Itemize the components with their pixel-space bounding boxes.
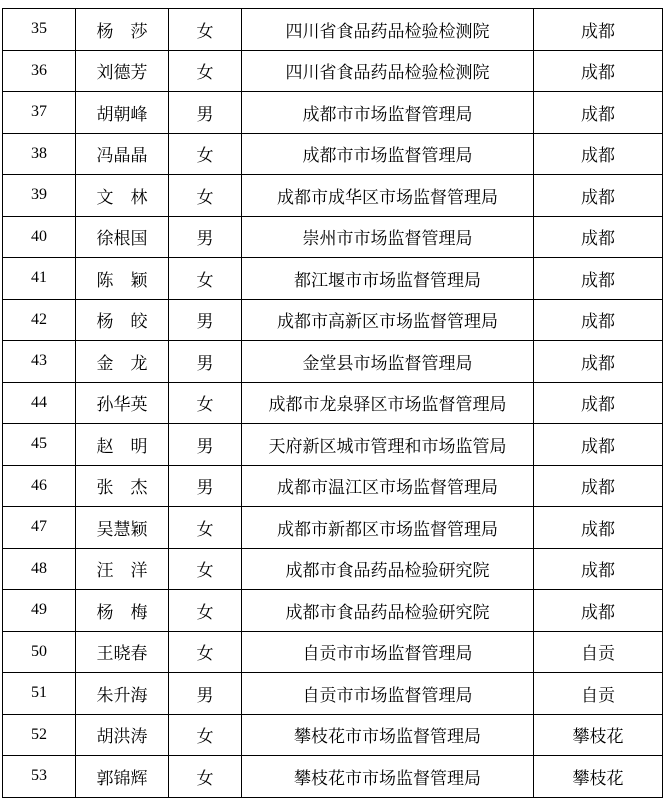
cell-gender: 男 xyxy=(169,465,242,507)
cell-city: 成都 xyxy=(534,299,663,341)
cell-name: 郭锦辉 xyxy=(76,756,169,798)
cell-organization: 成都市龙泉驿区市场监督管理局 xyxy=(242,382,534,424)
table-row xyxy=(3,175,663,217)
table-row xyxy=(3,258,663,300)
cell-organization: 成都市市场监督管理局 xyxy=(242,133,534,175)
cell-organization: 攀枝花市市场监督管理局 xyxy=(242,756,534,798)
cell-number: 53 xyxy=(3,756,76,798)
table-row xyxy=(3,341,663,383)
cell-name: 赵 明 xyxy=(76,424,169,466)
cell-number: 36 xyxy=(3,50,76,92)
table-row xyxy=(3,673,663,715)
table-row xyxy=(3,714,663,756)
cell-name: 王晓春 xyxy=(76,631,169,673)
table-row xyxy=(3,382,663,424)
cell-city: 自贡 xyxy=(534,673,663,715)
cell-organization: 都江堰市市场监督管理局 xyxy=(242,258,534,300)
cell-city: 成都 xyxy=(534,590,663,632)
cell-gender: 女 xyxy=(169,175,242,217)
table-row xyxy=(3,216,663,258)
cell-name: 张 杰 xyxy=(76,465,169,507)
table-row xyxy=(3,548,663,590)
cell-city: 自贡 xyxy=(534,631,663,673)
cell-organization: 成都市成华区市场监督管理局 xyxy=(242,175,534,217)
cell-organization: 攀枝花市市场监督管理局 xyxy=(242,714,534,756)
table-row xyxy=(3,590,663,632)
cell-number: 38 xyxy=(3,133,76,175)
cell-gender: 男 xyxy=(169,92,242,134)
cell-name: 杨 莎 xyxy=(76,9,169,51)
cell-city: 成都 xyxy=(534,9,663,51)
cell-city: 成都 xyxy=(534,258,663,300)
cell-number: 52 xyxy=(3,714,76,756)
cell-name: 陈 颖 xyxy=(76,258,169,300)
cell-name: 杨 梅 xyxy=(76,590,169,632)
cell-gender: 女 xyxy=(169,507,242,549)
cell-number: 49 xyxy=(3,590,76,632)
cell-gender: 男 xyxy=(169,341,242,383)
cell-city: 攀枝花 xyxy=(534,756,663,798)
cell-gender: 女 xyxy=(169,714,242,756)
cell-gender: 男 xyxy=(169,673,242,715)
cell-city: 攀枝花 xyxy=(534,714,663,756)
cell-gender: 女 xyxy=(169,133,242,175)
cell-number: 44 xyxy=(3,382,76,424)
cell-organization: 四川省食品药品检验检测院 xyxy=(242,9,534,51)
cell-gender: 男 xyxy=(169,216,242,258)
cell-name: 胡朝峰 xyxy=(76,92,169,134)
cell-name: 孙华英 xyxy=(76,382,169,424)
cell-organization: 金堂县市场监督管理局 xyxy=(242,341,534,383)
cell-number: 39 xyxy=(3,175,76,217)
cell-organization: 成都市新都区市场监督管理局 xyxy=(242,507,534,549)
cell-number: 43 xyxy=(3,341,76,383)
cell-city: 成都 xyxy=(534,548,663,590)
cell-city: 成都 xyxy=(534,382,663,424)
cell-name: 冯晶晶 xyxy=(76,133,169,175)
cell-gender: 女 xyxy=(169,50,242,92)
cell-gender: 女 xyxy=(169,590,242,632)
table-row xyxy=(3,9,663,51)
cell-name: 金 龙 xyxy=(76,341,169,383)
cell-city: 成都 xyxy=(534,133,663,175)
cell-number: 40 xyxy=(3,216,76,258)
cell-name: 刘德芳 xyxy=(76,50,169,92)
cell-organization: 成都市温江区市场监督管理局 xyxy=(242,465,534,507)
cell-gender: 男 xyxy=(169,424,242,466)
cell-city: 成都 xyxy=(534,175,663,217)
cell-organization: 成都市食品药品检验研究院 xyxy=(242,548,534,590)
cell-gender: 女 xyxy=(169,258,242,300)
cell-gender: 女 xyxy=(169,548,242,590)
cell-organization: 自贡市市场监督管理局 xyxy=(242,631,534,673)
cell-city: 成都 xyxy=(534,465,663,507)
cell-organization: 成都市市场监督管理局 xyxy=(242,92,534,134)
table-row xyxy=(3,507,663,549)
cell-number: 42 xyxy=(3,299,76,341)
cell-city: 成都 xyxy=(534,216,663,258)
cell-city: 成都 xyxy=(534,424,663,466)
cell-number: 45 xyxy=(3,424,76,466)
cell-organization: 成都市高新区市场监督管理局 xyxy=(242,299,534,341)
table-row xyxy=(3,631,663,673)
table-row xyxy=(3,92,663,134)
cell-number: 35 xyxy=(3,9,76,51)
cell-organization: 四川省食品药品检验检测院 xyxy=(242,50,534,92)
cell-number: 46 xyxy=(3,465,76,507)
cell-city: 成都 xyxy=(534,341,663,383)
cell-name: 徐根国 xyxy=(76,216,169,258)
table-row xyxy=(3,756,663,798)
cell-city: 成都 xyxy=(534,507,663,549)
table-row xyxy=(3,299,663,341)
cell-organization: 崇州市市场监督管理局 xyxy=(242,216,534,258)
cell-name: 杨 皎 xyxy=(76,299,169,341)
cell-organization: 天府新区城市管理和市场监管局 xyxy=(242,424,534,466)
cell-name: 朱升海 xyxy=(76,673,169,715)
cell-gender: 女 xyxy=(169,631,242,673)
cell-number: 51 xyxy=(3,673,76,715)
cell-number: 37 xyxy=(3,92,76,134)
roster-table xyxy=(2,8,663,798)
cell-name: 吴慧颖 xyxy=(76,507,169,549)
cell-number: 50 xyxy=(3,631,76,673)
cell-name: 汪 洋 xyxy=(76,548,169,590)
cell-number: 41 xyxy=(3,258,76,300)
roster-body xyxy=(3,9,663,798)
cell-organization: 自贡市市场监督管理局 xyxy=(242,673,534,715)
cell-name: 文 林 xyxy=(76,175,169,217)
cell-number: 48 xyxy=(3,548,76,590)
cell-gender: 女 xyxy=(169,382,242,424)
cell-name: 胡洪涛 xyxy=(76,714,169,756)
cell-number: 47 xyxy=(3,507,76,549)
cell-city: 成都 xyxy=(534,50,663,92)
table-row xyxy=(3,133,663,175)
cell-city: 成都 xyxy=(534,92,663,134)
cell-gender: 男 xyxy=(169,299,242,341)
table-row xyxy=(3,50,663,92)
cell-organization: 成都市食品药品检验研究院 xyxy=(242,590,534,632)
cell-gender: 女 xyxy=(169,9,242,51)
cell-gender: 女 xyxy=(169,756,242,798)
table-row xyxy=(3,465,663,507)
table-row xyxy=(3,424,663,466)
